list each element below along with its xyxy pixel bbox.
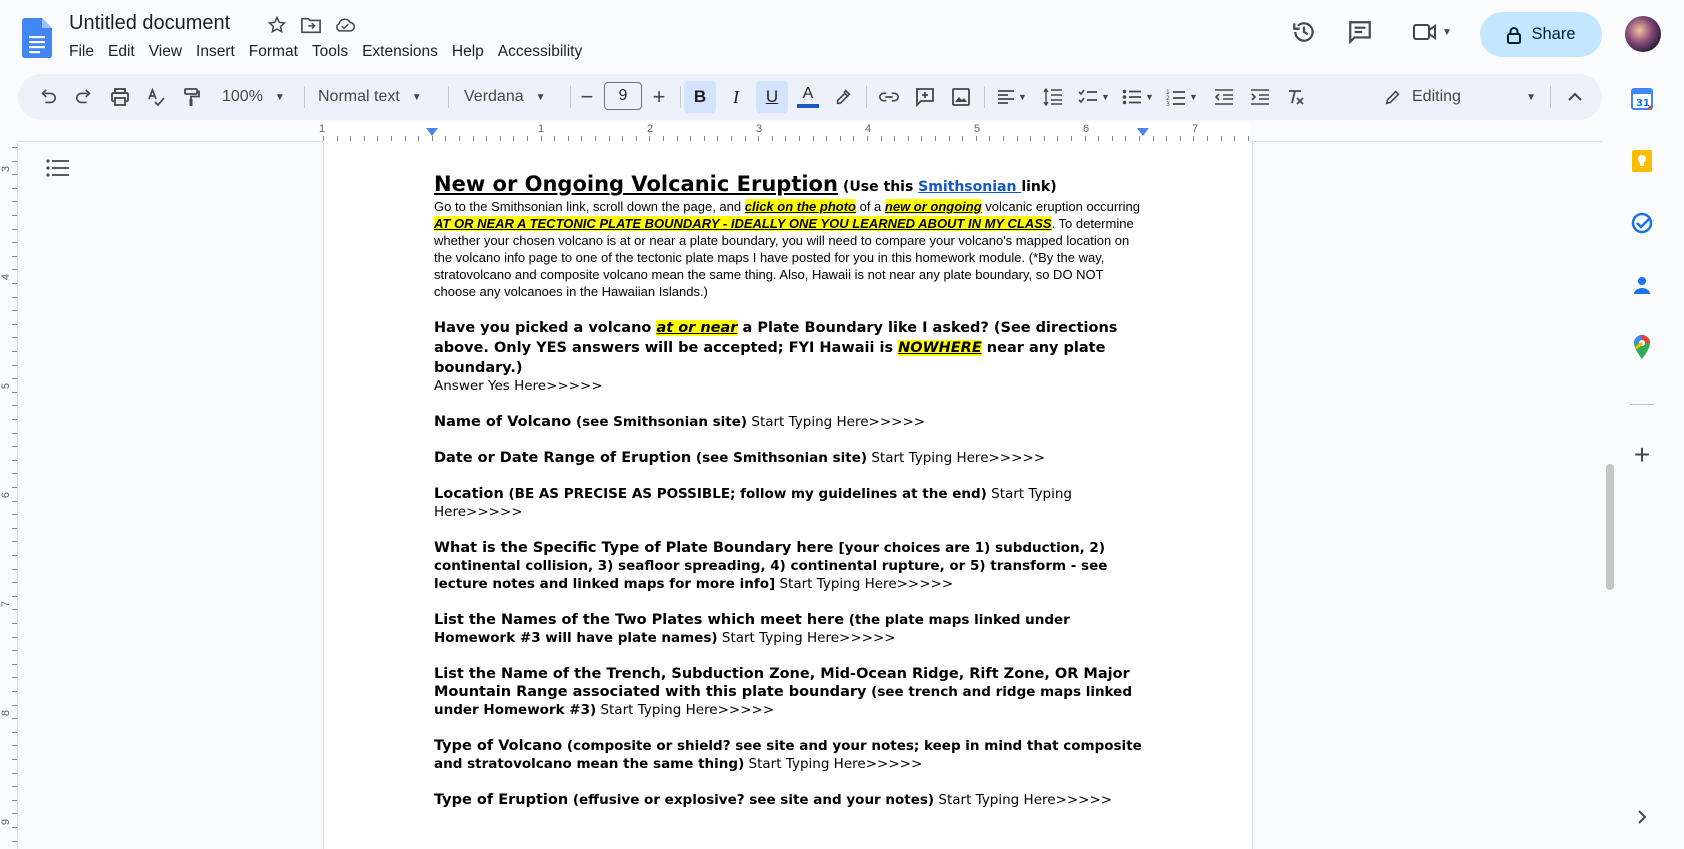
- ruler-tick: [976, 136, 977, 141]
- heading-title: New or Ongoing Volcanic Eruption: [434, 172, 838, 196]
- ruler-tick: [12, 297, 17, 298]
- decrease-font-size-button[interactable]: −: [580, 84, 594, 109]
- answer-yes-prompt[interactable]: Answer Yes Here>>>>>: [434, 378, 603, 394]
- toolbar-divider: [304, 86, 305, 108]
- clear-formatting-icon[interactable]: [1282, 82, 1310, 112]
- vertical-ruler[interactable]: [0, 143, 18, 849]
- ruler-tick: [12, 365, 17, 366]
- spellcheck-icon[interactable]: [142, 82, 170, 112]
- ruler-number: 3: [756, 123, 763, 135]
- align-icon[interactable]: [992, 82, 1032, 112]
- ruler-tick: [12, 174, 17, 175]
- ruler-tick: [12, 405, 17, 406]
- print-icon[interactable]: [106, 82, 134, 112]
- ruler-tick: [1017, 136, 1018, 141]
- ruler-tick: [473, 136, 474, 141]
- ruler-tick: [826, 136, 827, 141]
- ruler-tick: [459, 136, 460, 141]
- zoom-select[interactable]: [214, 82, 294, 112]
- question-eruption-date: [434, 449, 1144, 467]
- question-boundary-type: [434, 539, 1144, 593]
- ruler-tick: [1207, 136, 1208, 141]
- ruler-tick: [391, 136, 392, 141]
- svg-text:2: 2: [1166, 95, 1170, 102]
- question-title: Date or Date Range of Eruption: [434, 450, 692, 466]
- ruler-tick: [1057, 136, 1058, 141]
- underline-button[interactable]: U: [756, 81, 788, 113]
- question-text: near any plate boundary.): [434, 340, 1106, 376]
- ruler-tick: [337, 136, 338, 141]
- toolbar-divider: [570, 86, 571, 108]
- ruler-tick: [962, 136, 963, 141]
- ruler-tick: [1085, 136, 1086, 141]
- question-two-plates: [434, 611, 1144, 647]
- ruler-tick: [1098, 136, 1099, 141]
- ruler-number: 5: [0, 382, 13, 390]
- ruler-tick: [1221, 136, 1222, 141]
- ruler-tick: [881, 136, 882, 141]
- paragraph-style-select[interactable]: [314, 82, 440, 112]
- section-heading: [434, 172, 1144, 196]
- ruler-number: 7: [0, 600, 13, 608]
- ruler-tick: [12, 759, 17, 760]
- instr-text: . To determine whether your chosen volcano is at or near a plate boundary, you will need to compare your volcano's mapped location on the volcano info page to one of the tectonic plate maps I have posted for you in this homework module. (*By the way, stratovolcano and composite volcano mean the same thing. Also, Hawaii is not near any plate boundary, so DO NOT choose any volcanoes in the Hawaiian Islands.): [434, 216, 1134, 299]
- ruler-tick: [12, 800, 17, 801]
- menu-format[interactable]: Format: [248, 43, 298, 60]
- document-page[interactable]: [323, 142, 1253, 849]
- star-icon[interactable]: [266, 14, 288, 36]
- answer-field[interactable]: Start Typing Here>>>>>: [747, 414, 926, 430]
- ruler-tick: [12, 541, 17, 542]
- ruler-tick: [12, 283, 17, 284]
- ruler-tick: [772, 136, 773, 141]
- insert-image-icon[interactable]: [946, 82, 976, 112]
- checklist-icon[interactable]: [1074, 82, 1114, 112]
- ruler-tick: [323, 136, 324, 141]
- title-bar: [0, 0, 1684, 74]
- ruler-tick: [12, 501, 17, 502]
- answer-field[interactable]: Start Typing Here>>>>>: [434, 486, 1072, 520]
- ruler-tick: [12, 242, 17, 243]
- ruler-tick: [12, 351, 17, 352]
- instr-text: Go to the Smithsonian link, scroll down the page, and: [434, 199, 745, 214]
- meet-call-icon[interactable]: [1408, 18, 1456, 46]
- question-title: What is the Specific Type of Plate Boundary here: [434, 540, 839, 556]
- ruler-tick: [486, 136, 487, 141]
- ruler-tick: [12, 623, 17, 624]
- ruler-tick: [12, 786, 17, 787]
- ruler-tick: [1044, 136, 1045, 141]
- chevron-down-icon: ▼: [274, 91, 285, 103]
- comments-icon[interactable]: [1346, 18, 1374, 46]
- avatar[interactable]: [1625, 16, 1661, 52]
- horizontal-ruler[interactable]: [18, 122, 1602, 142]
- ruler-tick: [12, 215, 17, 216]
- calendar-icon[interactable]: [1629, 86, 1655, 112]
- question-trench-name: [434, 665, 1144, 719]
- ruler-tick: [12, 528, 17, 529]
- menu-view[interactable]: View: [148, 43, 183, 60]
- question-eruption-type: [434, 791, 1144, 809]
- ruler-tick: [649, 136, 650, 141]
- heading-note-post: link): [1021, 179, 1057, 195]
- paint-format-icon[interactable]: [178, 82, 206, 112]
- ruler-tick: [12, 841, 17, 842]
- ruler-tick: [840, 136, 841, 141]
- answer-field[interactable]: Start Typing Here>>>>>: [934, 792, 1113, 808]
- ruler-tick: [554, 136, 555, 141]
- instr-text: volcanic eruption occurring: [981, 199, 1140, 214]
- chevron-down-icon: ▼: [535, 91, 546, 103]
- ruler-tick: [1003, 136, 1004, 141]
- ruler-tick: [568, 136, 569, 141]
- ruler-tick: [12, 555, 17, 556]
- question-hint: (see trench and ridge maps linked under Homework #3): [434, 684, 1132, 718]
- ruler-tick: [350, 136, 351, 141]
- ruler-tick: [12, 337, 17, 338]
- lock-icon: [1506, 26, 1522, 44]
- bold-button[interactable]: B: [684, 81, 716, 113]
- cloud-saved-icon[interactable]: [334, 14, 356, 36]
- answer-field[interactable]: Start Typing Here>>>>>: [717, 630, 896, 646]
- version-history-icon[interactable]: [1290, 18, 1318, 46]
- maps-icon[interactable]: [1629, 334, 1655, 360]
- chevron-down-icon: ▼: [1442, 26, 1452, 38]
- ruler-tick: [12, 378, 17, 379]
- ruler-tick: [418, 136, 419, 141]
- ruler-tick: [500, 136, 501, 141]
- text-color-button[interactable]: [792, 82, 824, 112]
- docs-logo-icon[interactable]: [22, 18, 52, 58]
- answer-field[interactable]: Start Typing Here>>>>>: [867, 450, 1046, 466]
- font-size-input[interactable]: 9: [604, 82, 642, 110]
- vertical-scrollbar[interactable]: [1606, 464, 1614, 590]
- ruler-tick: [894, 136, 895, 141]
- question-title: List the Names of the Two Plates which meet here: [434, 612, 845, 628]
- ruler-tick: [867, 136, 868, 141]
- answer-field[interactable]: Start Typing Here>>>>>: [596, 702, 775, 718]
- ruler-number: 6: [1083, 123, 1090, 135]
- ruler-number: 4: [865, 123, 872, 135]
- smithsonian-link[interactable]: Smithsonian: [918, 179, 1022, 195]
- question-title: Type of Eruption: [434, 792, 569, 808]
- ruler-tick: [12, 732, 17, 733]
- ruler-tick: [677, 136, 678, 141]
- question-highlight: at or near: [656, 320, 738, 336]
- text-color-icon: A: [802, 85, 814, 102]
- chevron-down-icon: ▼: [1526, 91, 1536, 103]
- ruler-number: 1: [319, 123, 326, 135]
- ruler-tick: [12, 827, 17, 828]
- ruler-tick: [12, 310, 17, 311]
- bulleted-list-icon[interactable]: [1118, 82, 1158, 112]
- ruler-tick: [595, 136, 596, 141]
- side-panel: [1610, 74, 1684, 849]
- answer-field[interactable]: Start Typing Here>>>>>: [744, 756, 923, 772]
- ruler-tick: [12, 446, 17, 447]
- side-panel-divider: [1630, 404, 1654, 405]
- question-title: Name of Volcano: [434, 414, 572, 430]
- ruler-tick: [12, 637, 17, 638]
- undo-icon[interactable]: [34, 82, 62, 112]
- ruler-tick: [949, 136, 950, 141]
- line-spacing-icon[interactable]: [1038, 82, 1068, 112]
- ruler-tick: [731, 136, 732, 141]
- ruler-tick: [989, 136, 990, 141]
- chevron-right-icon[interactable]: [1629, 804, 1655, 830]
- ruler-tick: [12, 596, 17, 597]
- ruler-tick: [799, 136, 800, 141]
- ruler-tick: [12, 460, 17, 461]
- ruler-tick: [1112, 136, 1113, 141]
- ruler-number: 2: [647, 123, 654, 135]
- ruler-tick: [12, 514, 17, 515]
- font-select[interactable]: [458, 82, 564, 112]
- italic-button[interactable]: I: [733, 86, 739, 107]
- ruler-tick: [581, 136, 582, 141]
- ruler-tick: [717, 136, 718, 141]
- ruler-tick: [1234, 136, 1235, 141]
- document-body[interactable]: [434, 172, 1144, 809]
- question-title: Type of Volcano: [434, 738, 563, 754]
- ruler-tick: [12, 147, 17, 148]
- editing-mode-value: Editing: [1412, 88, 1461, 105]
- ruler-tick: [541, 136, 542, 141]
- highlight-color-icon[interactable]: [828, 82, 858, 112]
- question-hint: (composite or shield? see site and your notes; keep in mind that composite and stratovolcano mean the same thing): [434, 738, 1142, 772]
- tasks-icon[interactable]: [1629, 210, 1655, 236]
- ruler-tick: [527, 136, 528, 141]
- ruler-tick: [1180, 136, 1181, 141]
- question-title: Location: [434, 486, 504, 502]
- ruler-tick: [12, 433, 17, 434]
- chevron-down-icon: ▼: [1018, 92, 1027, 102]
- ruler-tick: [853, 136, 854, 141]
- ruler-tick: [813, 136, 814, 141]
- ruler-tick: [921, 136, 922, 141]
- collapse-menus-icon[interactable]: [1560, 82, 1590, 112]
- ruler-tick: [432, 136, 433, 141]
- instr-highlight: new or ongoing: [884, 199, 982, 214]
- right-indent-marker[interactable]: [1137, 128, 1149, 136]
- document-outline-icon[interactable]: [46, 158, 70, 182]
- instructions-paragraph: [434, 198, 1144, 300]
- menu-accessibility[interactable]: Accessibility: [497, 43, 583, 60]
- menu-help[interactable]: Help: [451, 43, 484, 60]
- instr-text: of a: [855, 199, 885, 214]
- ruler-tick: [1248, 136, 1249, 141]
- ruler-tick: [12, 609, 17, 610]
- instr-highlight: AT OR NEAR A TECTONIC PLATE BOUNDARY - IDEALLY ONE YOU LEARNED ABOUT IN MY CLASS: [434, 216, 1052, 231]
- question-hint: (effusive or explosive? see site and your notes): [568, 792, 935, 808]
- numbered-list-icon[interactable]: [1162, 82, 1202, 112]
- ruler-number: 7: [1192, 123, 1199, 135]
- question-hint: (BE AS PRECISE AS POSSIBLE; follow my guidelines at the end): [503, 486, 987, 502]
- ruler-tick: [12, 473, 17, 474]
- toolbar-divider: [680, 86, 681, 108]
- move-to-folder-icon[interactable]: [300, 14, 322, 36]
- ruler-number: 5: [974, 123, 981, 135]
- ruler-tick: [12, 813, 17, 814]
- ruler-tick: [690, 136, 691, 141]
- keep-icon[interactable]: [1629, 148, 1655, 174]
- ruler-tick: [609, 136, 610, 141]
- ruler-number: 8: [0, 709, 13, 717]
- pencil-icon: [1384, 88, 1402, 106]
- chevron-down-icon: ▼: [411, 91, 422, 103]
- text-color-swatch: [797, 104, 819, 108]
- add-comment-icon[interactable]: [910, 82, 940, 112]
- ruler-tick: [12, 745, 17, 746]
- question-hint: (see Smithsonian site): [691, 450, 868, 466]
- ruler-tick: [12, 256, 17, 257]
- ruler-tick: [12, 324, 17, 325]
- ruler-tick: [405, 136, 406, 141]
- ruler-tick: [745, 136, 746, 141]
- heading-note-pre: (Use this: [843, 179, 919, 195]
- question-title: List the Name of the Trench, Subduction Zone, Mid-Ocean Ridge, Rift Zone, OR Major Mountain Range associated with this plate boundary: [434, 666, 1130, 700]
- question-plate-boundary: [434, 318, 1144, 378]
- ruler-tick: [1071, 136, 1072, 141]
- document-title[interactable]: Untitled document: [69, 12, 231, 34]
- toolbar-divider: [866, 86, 867, 108]
- share-label: Share: [1531, 25, 1576, 43]
- ruler-tick: [12, 392, 17, 393]
- ruler-tick: [935, 136, 936, 141]
- ruler-tick: [12, 650, 17, 651]
- contacts-icon[interactable]: [1629, 272, 1655, 298]
- insert-link-icon[interactable]: [874, 82, 904, 112]
- increase-indent-icon[interactable]: [1246, 82, 1274, 112]
- increase-font-size-button[interactable]: +: [652, 84, 666, 109]
- editing-mode-select[interactable]: [1378, 82, 1546, 112]
- instr-highlight: click on the photo: [744, 199, 856, 214]
- ruler-tick: [12, 229, 17, 230]
- chevron-down-icon: ▼: [1101, 92, 1110, 102]
- ruler-number: 1: [538, 123, 545, 135]
- toolbar-divider: [984, 86, 985, 108]
- ruler-tick: [12, 188, 17, 189]
- ruler-tick: [1153, 136, 1154, 141]
- svg-text:31: 31: [1636, 98, 1650, 109]
- menu-tools[interactable]: Tools: [311, 43, 349, 60]
- answer-field[interactable]: Start Typing Here>>>>>: [775, 576, 954, 592]
- menu-extensions[interactable]: Extensions: [362, 43, 438, 60]
- redo-icon[interactable]: [70, 82, 98, 112]
- svg-text:1: 1: [1166, 89, 1170, 96]
- heading-note: [843, 179, 1057, 195]
- question-location: [434, 485, 1144, 521]
- ruler-tick: [1139, 136, 1140, 141]
- ruler-tick: [1193, 136, 1194, 141]
- question-highlight: NOWHERE: [898, 340, 982, 356]
- ruler-tick: [12, 269, 17, 270]
- question-text: a Plate Boundary like I asked? (See directions above. Only YES answers will be accepted; FYI Hawaii is: [434, 320, 1118, 356]
- ruler-tick: [12, 691, 17, 692]
- ruler-tick: [636, 136, 637, 141]
- ruler-tick: [663, 136, 664, 141]
- ruler-tick: [12, 664, 17, 665]
- chevron-down-icon: ▼: [1189, 92, 1198, 102]
- question-text: Have you picked a volcano: [434, 320, 657, 336]
- ruler-tick: [12, 419, 17, 420]
- ruler-tick: [12, 677, 17, 678]
- ruler-tick: [12, 705, 17, 706]
- ruler-tick: [758, 136, 759, 141]
- ruler-tick: [12, 487, 17, 488]
- chevron-down-icon: ▼: [1145, 92, 1154, 102]
- ruler-tick: [908, 136, 909, 141]
- ruler-number: 9: [0, 818, 13, 826]
- paragraph-style-value: Normal text: [318, 88, 400, 105]
- share-button[interactable]: [1480, 12, 1602, 57]
- menu-file[interactable]: File: [69, 43, 94, 60]
- ruler-tick: [445, 136, 446, 141]
- svg-text:3: 3: [1166, 101, 1170, 106]
- question-hint: (the plate maps linked under Homework #3 will have plate names): [434, 612, 1070, 646]
- ruler-tick: [12, 569, 17, 570]
- decrease-indent-icon[interactable]: [1210, 82, 1238, 112]
- ruler-tick: [377, 136, 378, 141]
- menu-insert[interactable]: Insert: [196, 43, 235, 60]
- question-volcano-name: [434, 413, 1144, 431]
- ruler-tick: [1030, 136, 1031, 141]
- add-addon-icon[interactable]: +: [1633, 439, 1651, 470]
- ruler-tick: [1166, 136, 1167, 141]
- question-volcano-type: [434, 737, 1144, 773]
- menu-bar: [62, 42, 589, 62]
- ruler-tick: [12, 773, 17, 774]
- question-hint: [your choices are 1) subduction, 2) continental collision, 3) seafloor spreading, 4) continental rupture, or 5) transform - see lecture notes and linked maps for more info]: [434, 540, 1108, 592]
- ruler-tick: [364, 136, 365, 141]
- ruler-number: 3: [0, 165, 13, 173]
- toolbar-divider: [1550, 86, 1551, 108]
- menu-edit[interactable]: Edit: [107, 43, 135, 60]
- left-indent-marker[interactable]: [426, 128, 438, 136]
- zoom-value: 100%: [222, 88, 263, 105]
- ruler-tick: [12, 582, 17, 583]
- ruler-tick: [1125, 136, 1126, 141]
- formatting-toolbar: [18, 74, 1602, 120]
- ruler-tick: [622, 136, 623, 141]
- ruler-tick: [12, 161, 17, 162]
- toolbar-divider: [448, 86, 449, 108]
- ruler-tick: [12, 201, 17, 202]
- ruler-tick: [513, 136, 514, 141]
- ruler-tick: [785, 136, 786, 141]
- ruler-tick: [12, 718, 17, 719]
- ruler-tick: [704, 136, 705, 141]
- ruler-number: 4: [0, 273, 13, 281]
- ruler-number: 6: [0, 491, 13, 499]
- font-value: Verdana: [464, 88, 524, 105]
- question-hint: (see Smithsonian site): [571, 414, 748, 430]
